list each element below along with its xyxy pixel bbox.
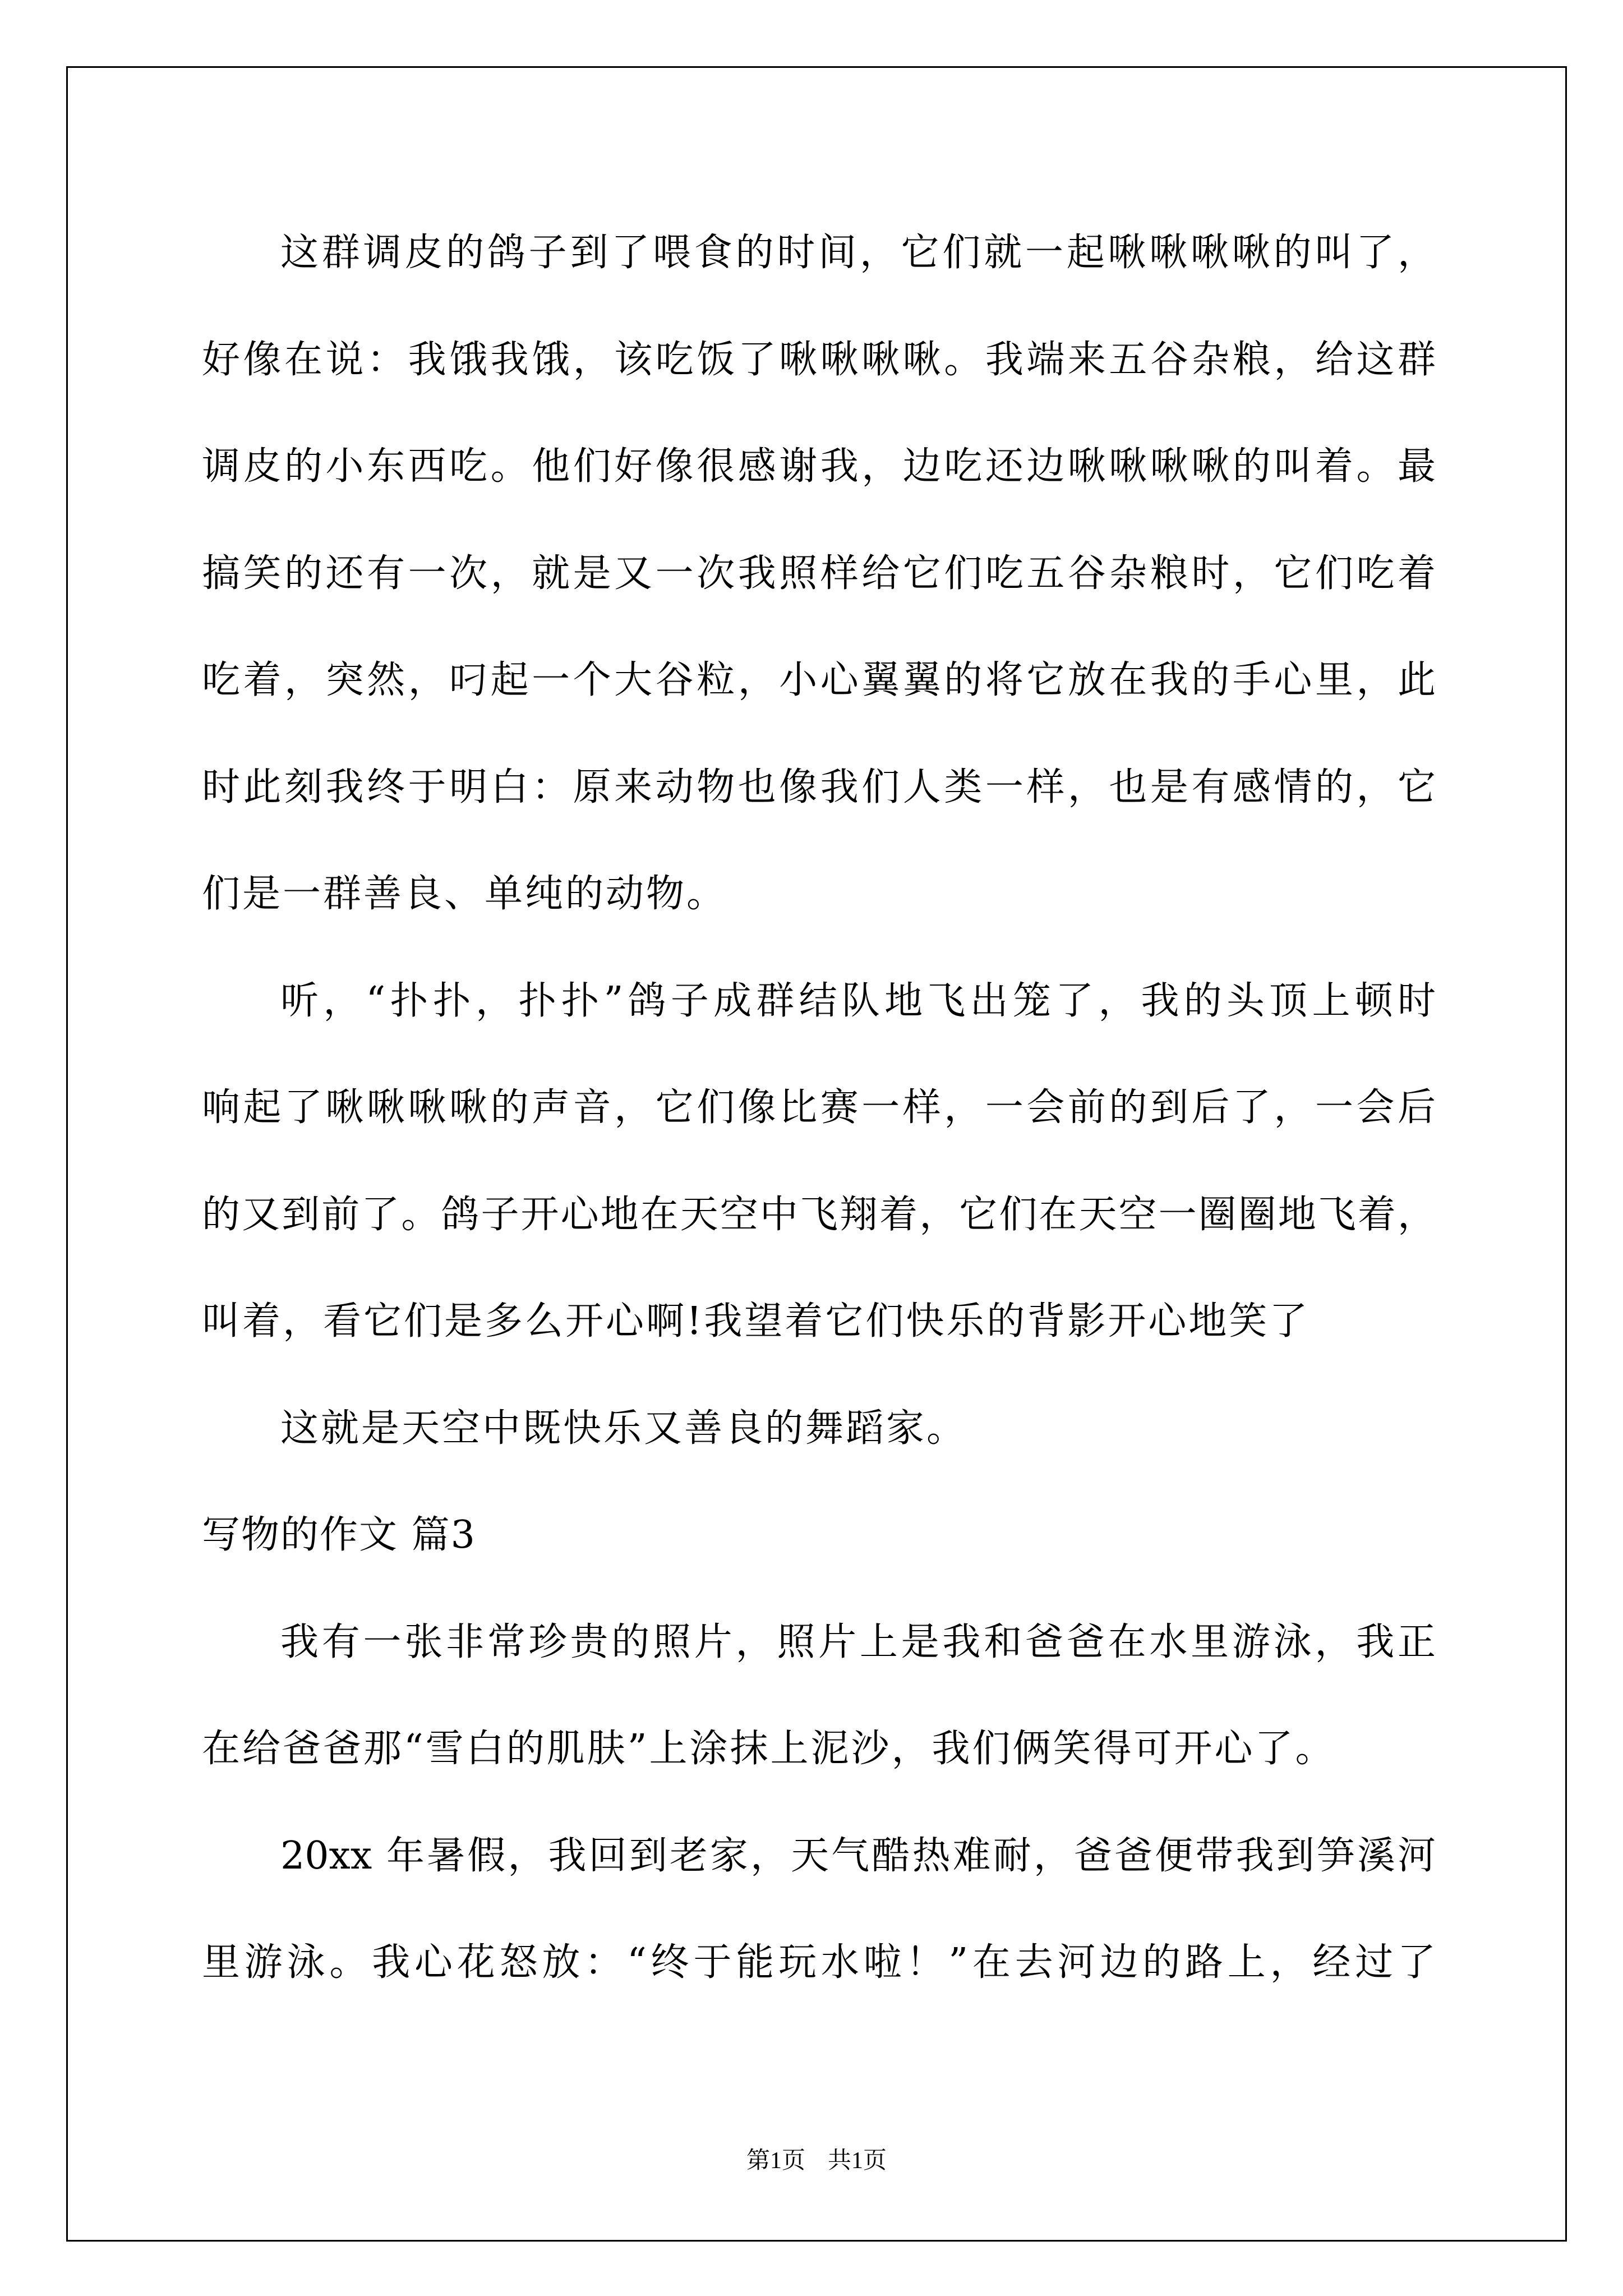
text-line: 听，“扑扑，扑扑”鸽子成群结队地飞出笼了，我的头顶上顿时 <box>280 978 1436 1023</box>
paragraph <box>202 1803 1436 2017</box>
text-line: 时此刻我终于明白：原来动物也像我们人类一样，也是有感情的，它 <box>202 765 1436 809</box>
text-line: 20xx 年暑假，我回到老家，天气酷热难耐，爸爸便带我到笋溪河 <box>280 1833 1436 1878</box>
text-line: 这群调皮的鸽子到了喂食的时间，它们就一起啾啾啾啾的叫了， <box>280 231 1436 275</box>
paragraph <box>202 200 1436 948</box>
document-body <box>202 200 1436 2017</box>
section-heading: 写物的作文 篇3 <box>202 1513 476 1557</box>
total-pages-label: 共1页 <box>828 2148 887 2174</box>
text-line: 叫着，看它们是多么开心啊!我望着它们快乐的背影开心地笑了 <box>202 1299 1310 1343</box>
text-line: 在给爸爸那“雪白的肌肤”上涂抹上泥沙，我们俩笑得可开心了。 <box>202 1727 1336 1771</box>
text-line: 吃着，突然，叼起一个大谷粒，小心翼翼的将它放在我的手心里，此 <box>202 658 1436 702</box>
text-line: 我有一张非常珍贵的照片，照片上是我和爸爸在水里游泳，我正 <box>280 1619 1436 1664</box>
paragraph <box>202 1375 1436 1483</box>
page-footer <box>648 2144 985 2178</box>
text-line: 的又到前了。鸽子开心地在天空中飞翔着，它们在天空一圈圈地飞着， <box>202 1192 1436 1237</box>
current-page-label: 第1页 <box>746 2148 805 2174</box>
paragraph <box>202 1589 1436 1803</box>
text-line: 搞笑的还有一次，就是又一次我照样给它们吃五谷杂粮时，它们吃着 <box>202 551 1436 596</box>
text-line: 响起了啾啾啾啾的声音，它们像比赛一样，一会前的到后了，一会后 <box>202 1085 1436 1130</box>
text-line: 调皮的小东西吃。他们好像很感谢我，边吃还边啾啾啾啾的叫着。最 <box>202 444 1436 489</box>
text-line: 们是一群善良、单纯的动物。 <box>202 872 727 916</box>
paragraph <box>202 948 1436 1375</box>
text-line: 好像在说：我饿我饿，该吃饭了啾啾啾啾。我端来五谷杂粮，给这群 <box>202 337 1436 382</box>
text-line: 里游泳。我心花怒放：“终于能玩水啦！”在去河边的路上，经过了 <box>202 1940 1436 1985</box>
text-line: 这就是天空中既快乐又善良的舞蹈家。 <box>280 1406 967 1451</box>
